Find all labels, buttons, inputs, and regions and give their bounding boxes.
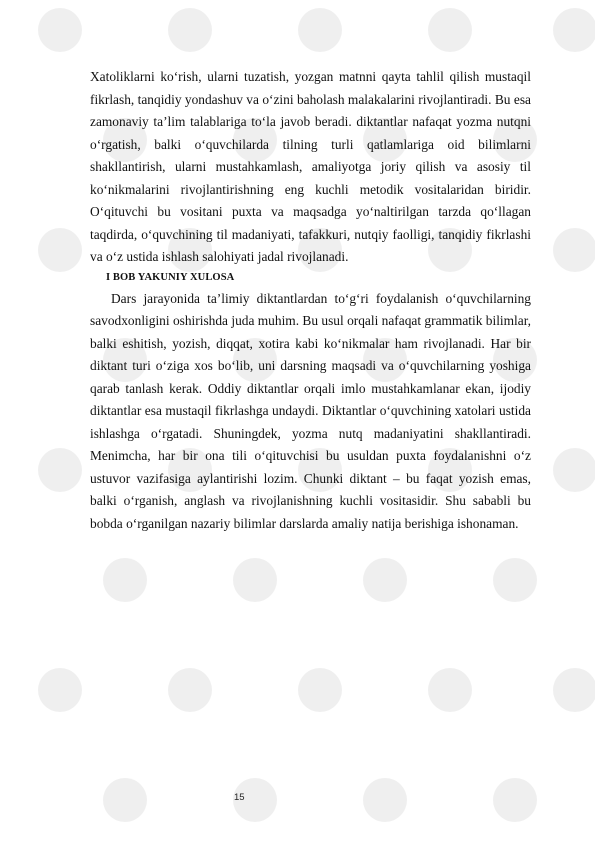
body-paragraph: Xatoliklarni ko‘rish, ularni tuzatish, yozgan matnni qayta tahlil qilish mustaqil fikrlash, tanqidiy yondashuv va o‘zini baholash malakalarini rivojlantiradi. Bu esa zamonaviy ta’lim talablariga to‘la javob beradi. diktantlar nafaqat yozma nutqni o‘rgatish, balki o‘quvchilarda tilning turli qatlamlariga oid bilimlarni shakllantirish, ularni mustahkamlash, amaliyotga joriy qilish va asosiy til ko‘nikmalarini rivojlantirishning eng kuchli metodik vositalaridan biridir. O‘qituvchi bu vositani puxta va maqsadga yo‘naltirilgan tarzda qo‘llagan taqdirda, o‘quvchining til madaniyati, tafakkuri, nutqiy faolligi, tanqidiy fikrlashi va o‘z ustida ishlash salohiyati jadal rivojlanadi.: [90, 69, 531, 264]
section-heading: I BOB YAKUNIY XULOSA: [106, 271, 235, 283]
page-number: 15: [234, 792, 245, 803]
page-content: [90, 66, 531, 535]
conclusion-paragraph: Dars jarayonida ta’limiy diktantlardan to‘g‘ri foydalanish o‘quvchilarning savodxonligini oshirishda juda muhim. Bu usul orqali nafaqat grammatik bilimlar, balki eshitish, yozish, diqqat, xotira kabi ko‘nikmalar ham rivojlanadi. Har bir diktant turi o‘ziga xos bo‘lib, uni darsning maqsadi va o‘quvchilarning yoshiga qarab tanlash kerak. Oddiy diktantlar orqali imlo mustahkamlanar ekan, ijodiy diktantlar esa mustaqil fikrlashga undaydi. Diktantlar o‘quvchining xatolari ustida ishlashga o‘rgatadi. Shuningdek, yozma nutq madaniyatini shakllantiradi. Menimcha, har bir ona tili o‘qituvchisi bu usuldan puxta foydalanishni o‘z ustuvor vazifasiga aylantirishi lozim. Chunki diktant – bu faqat yozish emas, balki o‘rganish, anglash va rivojlanishning kuchli vositasidir. Shu sababli bu bobda o‘rganilgan nazariy bilimlar darslarda amaliy natija berishiga ishonaman.: [90, 290, 531, 531]
